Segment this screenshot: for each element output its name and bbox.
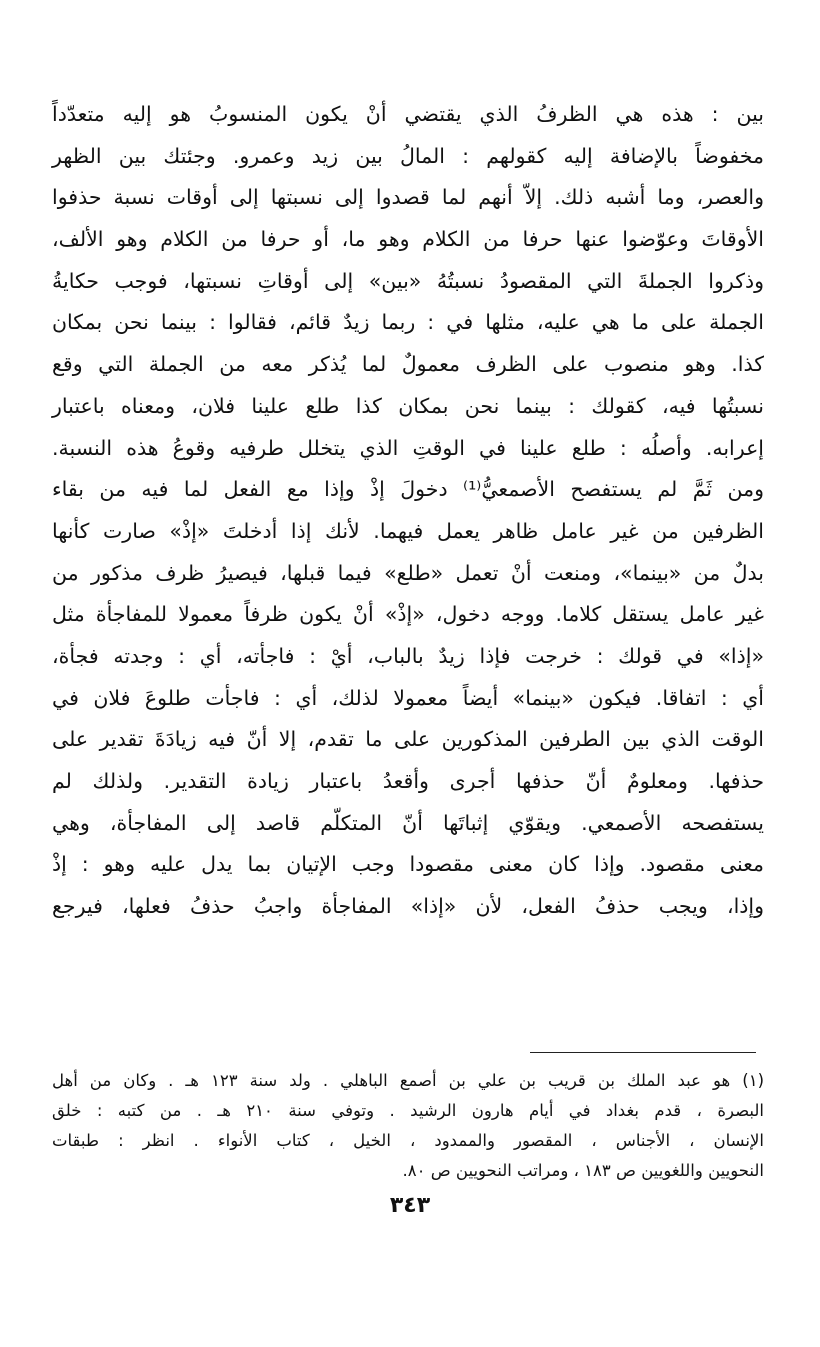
body-line: إعرابه. وأصلُه : طلع علينا في الوقتِ الذي يتخلل طرفيه وقوعُ هذه النسبة. (52, 435, 764, 460)
body-line: وإذا، ويجب حذفُ الفعل، لأن «إذا» المفاجأة واجبُ حذفُ فعلها، فيرجع (52, 894, 764, 919)
body-line: معنى مقصود. وإذا كان معنى مقصودا وجب الإتيان بما يدل عليه وهو : إذْ (52, 852, 764, 877)
footnote-line: النحويين واللغويين ص ١٨٣ ، ومراتب النحويين ص ٨٠. (402, 1161, 764, 1180)
body-line: الوقت الذي بين الطرفين المذكورين على ما تقدم، إلا أنّ فيه زيادَةَ تقدير على (52, 727, 764, 752)
footnote-line: الإنسان ، الأجناس ، المقصور والممدود ، الخيل ، كتاب الأنواء . انظر : طبقات (52, 1131, 764, 1150)
footnote-line: (١) هو عبد الملك بن قريب بن علي بن أصمع الباهلي . ولد سنة ١٢٣ هـ . وكان من أهل (52, 1071, 764, 1090)
body-line: الجملة على ما هي عليه، مثلها في : ربما زيدٌ قائم، فقالوا : بينما نحن بمكان (52, 310, 764, 335)
body-line: غير عامل يستقل كلاما. ووجه دخول، «إذْ» أنْ يكون ظرفاً معمولا للمفاجأة مثل (52, 602, 764, 627)
body-line: نسبتُها فيه، كقولك : بينما نحن بمكان كذا طلع علينا فلان، ومعناه باعتبار (52, 393, 764, 418)
body-line: وذكروا الجملةَ التي المقصودُ نسبتُهُ «بين» إلى أوقاتِ نسبتها، فوجب حكايةُ (52, 268, 764, 293)
footnote-line: البصرة ، قدم بغداد في أيام هارون الرشيد . وتوفي سنة ٢١٠ هـ . من كتبه : خلق (52, 1101, 764, 1120)
footnote-block (52, 1066, 764, 1186)
body-text (52, 94, 764, 928)
page-number: ٣٤٣ (389, 1193, 431, 1218)
body-line: أي : اتفاقا. فيكون «بينما» أيضاً معمولا لذلك، أي : فاجأت طلوعَ فلان في (52, 685, 764, 710)
footnote-separator (530, 1052, 756, 1053)
body-line: بين : هذه هي الظرفُ الذي يقتضي أنْ يكون المنسوبُ هو إليه متعدّداً (52, 102, 764, 126)
body-line: ومن ثَمَّ لم يستفصح الأصمعيُّ⁽¹⁾ دخولَ إذْ وإذا مع الفعل لما فيه من بقاء (52, 477, 764, 502)
body-line: حذفها. ومعلومٌ أنّ حذفها أجرى وأقعدُ باعتبار زيادة التقدير. ولذلك لم (52, 769, 764, 793)
body-line: والعصر، وما أشبه ذلك. إلاّ أنهم لما قصدوا إلى نسبتها إلى أوقات نسبة حذفوا (52, 185, 764, 210)
body-line: مخفوضاً بالإضافة إليه كقولهم : المالُ بين زيد وعمرو. وجئتك بين الظهر (52, 143, 764, 168)
body-line: الأوقاتَ وعوّضوا عنها حرفا من الكلام وهو ما، أو حرفا من الكلام وهو الألف، (52, 227, 764, 252)
body-line: يستفصحه الأصمعي. ويقوّي إثباتَها أنّ المتكلّم قاصد إلى المفاجأة، وهي (52, 810, 764, 835)
body-line: الظرفين من غير عامل ظاهر يعمل فيهما. لأنك إذا أدخلتَ «إذْ» صارت كأنها (52, 518, 764, 543)
body-line: كذا. وهو منصوب على الظرف معمولٌ لما يُذكر معه من الجملة التي وقع (52, 352, 764, 377)
body-line: «إذا» في قولك : خرجت فإذا زيدٌ بالباب، أيْ : فاجأته، أي : وجدته فجأة، (52, 643, 764, 668)
body-line: بدلٌ من «بينما»، ومنعت أنْ تعمل «طلع» فيما قبلها، فيصيرُ ظرف مذكور من (52, 560, 764, 585)
